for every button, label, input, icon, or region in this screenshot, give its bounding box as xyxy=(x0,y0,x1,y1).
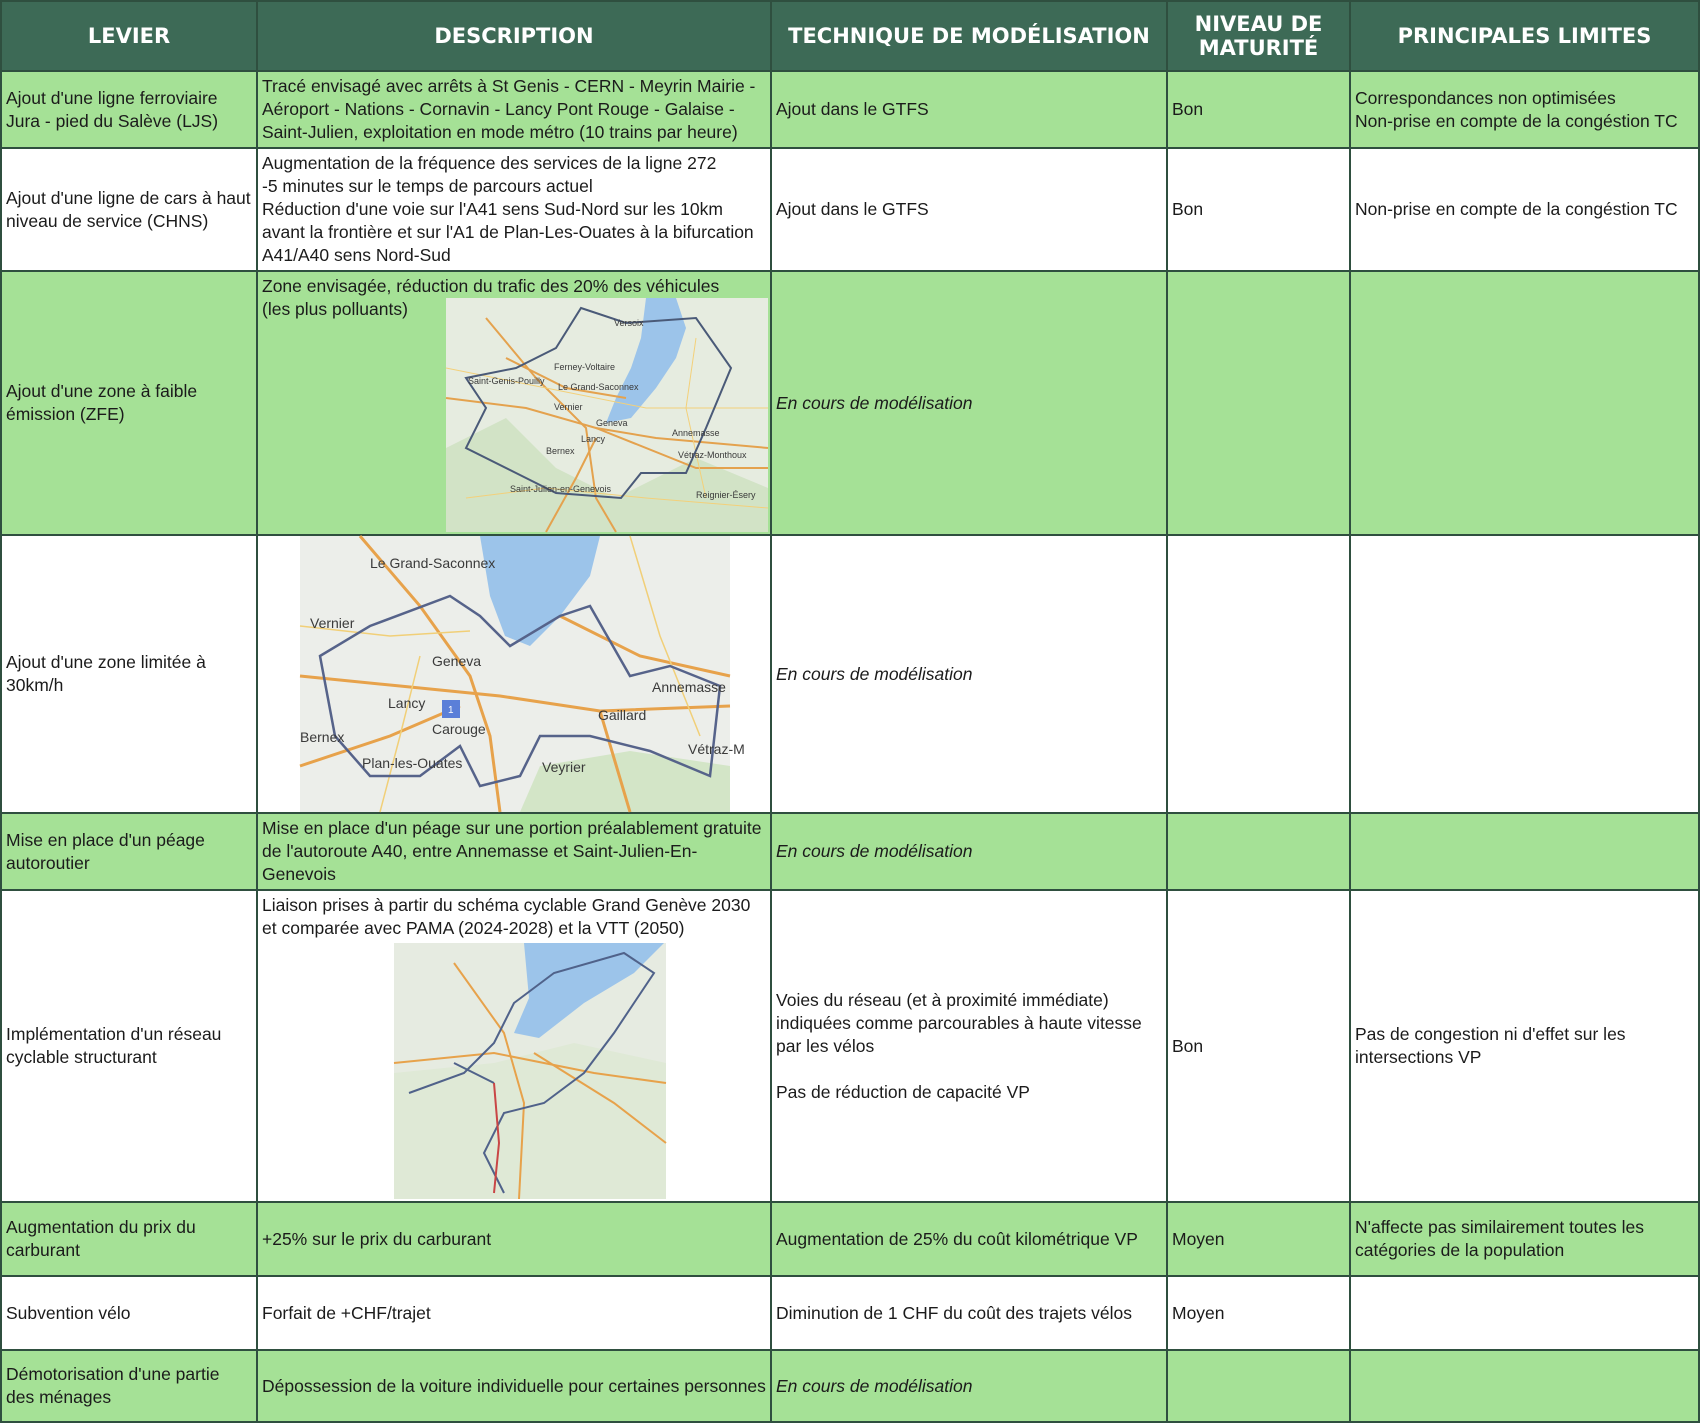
header-maturite xyxy=(1167,1,1350,71)
table-row xyxy=(1,271,1699,535)
cell-maturite xyxy=(1167,535,1350,813)
map-label: Annemasse xyxy=(652,679,726,695)
cell-description xyxy=(257,535,771,813)
cell-levier: Implémentation d'un réseau cyclable structurant xyxy=(1,890,257,1202)
cell-levier: Mise en place d'un péage autoroutier xyxy=(1,813,257,890)
table-row xyxy=(1,813,1699,890)
map-label: Bernex xyxy=(300,729,345,745)
cell-technique: En cours de modélisation xyxy=(771,813,1167,890)
header-levier: LEVIER xyxy=(1,1,257,71)
cell-maturite: Bon xyxy=(1167,148,1350,271)
description-text: Liaison prises à partir du schéma cyclable Grand Genève 2030 et comparée avec PAMA (2024-2028) et la VTT (2050) xyxy=(262,895,751,938)
map-label: Carouge xyxy=(432,721,486,737)
cell-maturite xyxy=(1167,1350,1350,1422)
cell-limites xyxy=(1350,813,1699,890)
map-label: Bernex xyxy=(546,446,575,456)
header-maturite-line2: MATURITÉ xyxy=(1198,36,1319,60)
map-label: Saint-Genis-Pouilly xyxy=(468,376,545,386)
cell-description: Forfait de +CHF/trajet xyxy=(257,1276,771,1350)
map-label: Le Grand-Saconnex xyxy=(370,555,496,571)
cell-description: +25% sur le prix du carburant xyxy=(257,1202,771,1276)
header-description: DESCRIPTION xyxy=(257,1,771,71)
map-label: Vernier xyxy=(554,402,583,412)
cell-limites xyxy=(1350,1350,1699,1422)
cycle-map xyxy=(394,943,666,1199)
map-label: Vétraz-M xyxy=(688,741,745,757)
zone30-map xyxy=(300,536,745,812)
table-row xyxy=(1,890,1699,1202)
map-label: Geneva xyxy=(432,653,482,669)
cell-maturite: Bon xyxy=(1167,71,1350,148)
cell-technique: Ajout dans le GTFS xyxy=(771,71,1167,148)
cell-levier: Ajout d'une ligne ferroviaire Jura - pied du Salève (LJS) xyxy=(1,71,257,148)
cell-limites xyxy=(1350,1276,1699,1350)
header-technique: TECHNIQUE DE MODÉLISATION xyxy=(771,1,1167,71)
table-row xyxy=(1,1276,1699,1350)
header-limites: PRINCIPALES LIMITES xyxy=(1350,1,1699,71)
map-label: Lancy xyxy=(581,434,606,444)
cell-description: Dépossession de la voiture individuelle pour certaines personnes xyxy=(257,1350,771,1422)
cell-maturite: Bon xyxy=(1167,890,1350,1202)
cell-maturite xyxy=(1167,813,1350,890)
map-label: Annemasse xyxy=(672,428,720,438)
cell-levier: Ajout d'une ligne de cars à haut niveau de service (CHNS) xyxy=(1,148,257,271)
cell-limites: Non-prise en compte de la congéstion TC xyxy=(1350,148,1699,271)
cell-technique: Augmentation de 25% du coût kilométrique VP xyxy=(771,1202,1167,1276)
cell-limites xyxy=(1350,271,1699,535)
description-text: Zone envisagée, réduction du trafic des 20% des véhicules (les plus polluants) xyxy=(262,276,720,319)
cell-limites: Correspondances non optimisées Non-prise en compte de la congéstion TC xyxy=(1350,71,1699,148)
map-label: Geneva xyxy=(596,418,628,428)
map-label: Gaillard xyxy=(598,707,647,723)
cell-maturite xyxy=(1167,271,1350,535)
map-label: Le Grand-Saconnex xyxy=(558,382,639,392)
map-label: Versoix xyxy=(614,318,644,328)
cell-description xyxy=(257,271,771,535)
cell-technique: Ajout dans le GTFS xyxy=(771,148,1167,271)
cell-limites: N'affecte pas similairement toutes les catégories de la population xyxy=(1350,1202,1699,1276)
cell-limites xyxy=(1350,535,1699,813)
cell-technique: En cours de modélisation xyxy=(771,271,1167,535)
map-label: Reignier-Ésery xyxy=(696,490,756,500)
map-label: Saint-Julien-en-Genevois xyxy=(510,484,612,494)
table-row xyxy=(1,148,1699,271)
table-row xyxy=(1,71,1699,148)
cell-levier: Subvention vélo xyxy=(1,1276,257,1350)
map-label: Lancy xyxy=(388,695,426,711)
map-marker-label: 1 xyxy=(448,705,454,716)
map-label: Ferney-Voltaire xyxy=(554,362,616,372)
table-row xyxy=(1,1202,1699,1276)
cell-levier: Ajout d'une zone limitée à 30km/h xyxy=(1,535,257,813)
header-row xyxy=(1,1,1699,71)
cell-description: Tracé envisagé avec arrêts à St Genis - CERN - Meyrin Mairie - Aéroport - Nations - Cornavin - Lancy Pont Rouge - Galaise - Saint-Julien, exploitation en mode métro (10 trains par heure) xyxy=(257,71,771,148)
cell-description xyxy=(257,890,771,1202)
cell-technique: Voies du réseau (et à proximité immédiate) indiquées comme parcourables à haute vitesse par les vélos Pas de réduction de capacité VP xyxy=(771,890,1167,1202)
cell-technique: Diminution de 1 CHF du coût des trajets vélos xyxy=(771,1276,1167,1350)
cell-maturite: Moyen xyxy=(1167,1276,1350,1350)
map-label: Vernier xyxy=(310,615,355,631)
map-label: Vétraz-Monthoux xyxy=(678,450,747,460)
cell-levier: Ajout d'une zone à faible émission (ZFE) xyxy=(1,271,257,535)
cell-technique: En cours de modélisation xyxy=(771,1350,1167,1422)
cell-levier: Démotorisation d'une partie des ménages xyxy=(1,1350,257,1422)
cell-maturite: Moyen xyxy=(1167,1202,1350,1276)
map-label: Plan-les-Ouates xyxy=(362,755,463,771)
cell-description: Augmentation de la fréquence des services de la ligne 272 -5 minutes sur le temps de parcours actuel Réduction d'une voie sur l'A41 sens Sud-Nord sur les 10km avant la frontière et sur l'A1 de Plan-Les-Ouates à la bifurcation A41/A40 sens Nord-Sud xyxy=(257,148,771,271)
cell-levier: Augmentation du prix du carburant xyxy=(1,1202,257,1276)
table-row xyxy=(1,1350,1699,1422)
zfe-map xyxy=(446,298,768,532)
map-label: Veyrier xyxy=(542,759,586,775)
cell-technique: En cours de modélisation xyxy=(771,535,1167,813)
table-row xyxy=(1,535,1699,813)
header-maturite-line1: NIVEAU DE xyxy=(1194,11,1323,36)
cell-description: Mise en place d'un péage sur une portion préalablement gratuite de l'autoroute A40, entre Annemasse et Saint-Julien-En-Genevois xyxy=(257,813,771,890)
cell-limites: Pas de congestion ni d'effet sur les intersections VP xyxy=(1350,890,1699,1202)
